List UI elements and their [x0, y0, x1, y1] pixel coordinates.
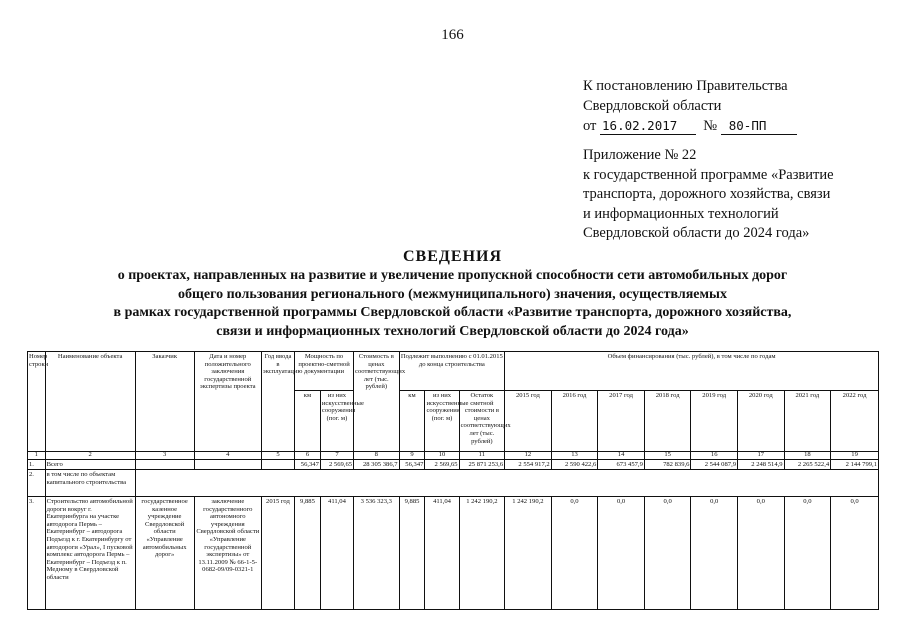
header-artificial-2: из них искусственные сооружения (пог. м) [425, 391, 459, 452]
row-2021: 2 265 522,4 [784, 459, 831, 470]
row-number: 1. [28, 459, 46, 470]
col-number: 8 [354, 452, 400, 460]
col-number: 12 [505, 452, 552, 460]
row-2016: 0,0 [551, 497, 598, 610]
decree-date: 16.02.2017 [600, 118, 696, 135]
appendix-line-4: и информационных технологий [583, 205, 779, 222]
appendix-line-3: транспорта, дорожного хозяйства, связи [583, 186, 831, 203]
row-artificial-2: 2 569,65 [425, 459, 459, 470]
col-number: 14 [598, 452, 645, 460]
col-number: 4 [194, 452, 261, 460]
row-km: 9,885 [295, 497, 321, 610]
row-2021: 0,0 [784, 497, 831, 610]
row-km-2: 56,347 [399, 459, 425, 470]
row-2018: 0,0 [644, 497, 691, 610]
row-remaining-cost: 25 871 253,6 [459, 459, 505, 470]
row-2018: 782 839,6 [644, 459, 691, 470]
col-number: 13 [551, 452, 598, 460]
heading-line-2: общего пользования регионального (межмуниципального) значения, осуществляемых [178, 286, 727, 302]
decree-date-line [583, 116, 797, 136]
col-number: 18 [784, 452, 831, 460]
row-2015: 2 554 917,2 [505, 459, 552, 470]
page-number: 166 [441, 27, 464, 43]
row-km: 56,347 [295, 459, 321, 470]
row-2017: 0,0 [598, 497, 645, 610]
col-number: 19 [831, 452, 879, 460]
col-number: 2 [45, 452, 135, 460]
header-km-2: км [399, 391, 425, 452]
appendix-line-5: Свердловской области до 2024 года» [583, 225, 810, 242]
row-expertise: заключение государственного автономного учреждения Свердловской области «Управление государственной экспертизы» от 13.11.2009 № 66-1-5-0682-09/09-0321-1 [194, 497, 261, 610]
header-expertise: Дата и номер положительного заключения государственной экспертизы проекта [194, 352, 261, 452]
header-customer: Заказчик [135, 352, 194, 452]
row-2022: 0,0 [831, 497, 879, 610]
col-number: 7 [320, 452, 353, 460]
row-2020: 0,0 [738, 497, 785, 610]
decree-line-2: Свердловской области [583, 98, 722, 114]
table-row [28, 459, 879, 470]
column-numbers-row [28, 452, 879, 460]
decree-line-1: К постановлению Правительства [583, 78, 788, 94]
col-number: 17 [738, 452, 785, 460]
header-artificial: из них искусственные сооружения (пог. м) [320, 391, 353, 452]
col-number: 6 [295, 452, 321, 460]
row-customer [135, 459, 194, 470]
row-artificial: 2 569,65 [320, 459, 353, 470]
decree-number-label: № [703, 118, 718, 134]
header-row-number: Номер строки [28, 352, 46, 452]
appendix-line-2: к государственной программе «Развитие [583, 166, 834, 183]
header-year-2019: 2019 год [691, 391, 738, 452]
col-number: 15 [644, 452, 691, 460]
col-number: 16 [691, 452, 738, 460]
row-2022: 2 144 799,1 [831, 459, 879, 470]
row-object: Строительство автомобильной дороги вокруг г. Екатеринбурга на участке автодорога Пермь – Екатеринбург – автодорога Подъезд к г. Екатеринбургу от автодороги «Урал», I пусковой комплекс автодорога Пермь – Екатеринбург – Подъезд к п. Медному в Свердловской области [45, 497, 135, 610]
heading-line-3: в рамках государственной программы Свердловской области «Развитие транспорта, дорожного хозяйства, [113, 305, 792, 320]
row-object: Всего [45, 459, 135, 470]
heading-line-1: о проектах, направленных на развитие и увеличение пропускной способности сети автомобильных дорог [117, 268, 788, 283]
col-number: 9 [399, 452, 425, 460]
row-expertise [194, 459, 261, 470]
col-number: 10 [425, 452, 459, 460]
row-remaining-cost: 1 242 190,2 [459, 497, 505, 610]
header-year-2018: 2018 год [644, 391, 691, 452]
row-number: 2. [28, 470, 46, 497]
header-object: Наименование объекта [45, 352, 135, 452]
row-2020: 2 248 514,9 [738, 459, 785, 470]
row-year [261, 459, 294, 470]
row-cost: 28 305 386,7 [354, 459, 400, 470]
row-2019: 2 544 087,9 [691, 459, 738, 470]
row-empty-span [135, 470, 878, 497]
header-year-2022: 2022 год [831, 391, 879, 452]
col-number: 5 [261, 452, 294, 460]
header-capacity: Мощность по проектно-сметной документации [295, 352, 354, 391]
header-year-2016: 2016 год [551, 391, 598, 452]
table-header-row-1 [28, 352, 879, 391]
row-2019: 0,0 [691, 497, 738, 610]
header-year-2021: 2021 год [784, 391, 831, 452]
header-year-2015: 2015 год [505, 391, 552, 452]
table-row [28, 497, 879, 610]
decree-number: 80-ПП [721, 118, 797, 135]
row-2016: 2 590 422,6 [551, 459, 598, 470]
heading-line-4: связи и информационных технологий Свердловской области до 2024 года» [216, 323, 689, 339]
projects-table [27, 351, 879, 610]
row-km-2: 9,885 [399, 497, 425, 610]
header-remaining: Подлежит выполнению с 01.01.2015 до конца строительства [399, 352, 505, 391]
header-financing: Объем финансирования (тыс. рублей), в том числе по годам [505, 352, 879, 391]
decree-block [583, 76, 797, 136]
col-number: 11 [459, 452, 505, 460]
col-number: 1 [28, 452, 46, 460]
row-2015: 1 242 190,2 [505, 497, 552, 610]
decree-from-label: от [583, 118, 597, 134]
row-year: 2015 год [261, 497, 294, 610]
header-remaining-cost: Остаток сметной стоимости в ценах соответствующих лет (тыс. рублей) [459, 391, 505, 452]
table-row [28, 470, 879, 497]
appendix-line-1: Приложение № 22 [583, 147, 697, 163]
row-cost: 3 536 323,3 [354, 497, 400, 610]
row-2017: 673 457,9 [598, 459, 645, 470]
row-artificial: 411,04 [320, 497, 353, 610]
col-number: 3 [135, 452, 194, 460]
row-number: 3. [28, 497, 46, 610]
header-year: Год ввода в эксплуатацию [261, 352, 294, 452]
header-cost: Стоимость в ценах соответствующих лет (тыс. рублей) [354, 352, 400, 452]
row-object: в том числе по объектам капитального строительства [45, 470, 135, 497]
header-km: км [295, 391, 321, 452]
appendix-block [583, 146, 888, 244]
heading-title: СВЕДЕНИЯ [402, 248, 503, 265]
header-year-2020: 2020 год [738, 391, 785, 452]
row-customer: государственное казенное учреждение Свердловской области «Управление автомобильных дорог» [135, 497, 194, 610]
header-year-2017: 2017 год [598, 391, 645, 452]
document-heading [0, 246, 905, 341]
row-artificial-2: 411,04 [425, 497, 459, 610]
